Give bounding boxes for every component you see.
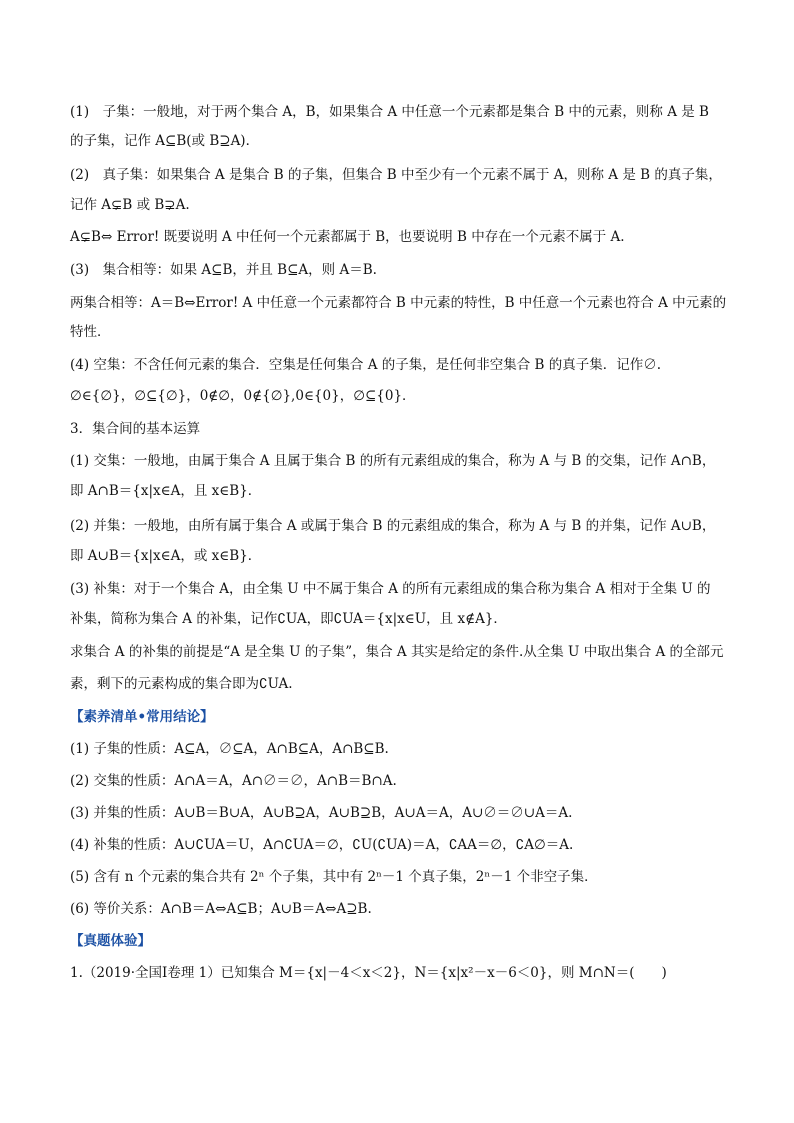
text-line: (5) 含有 n 个元素的集合共有 2ⁿ 个子集，其中有 2ⁿ－1 个真子集，2ⁿ－1 个非空子集． xyxy=(70,869,598,885)
text-line: (3) 补集：对于一个集合 A，由全集 U 中不属于集合 A 的所有元素组成的集合称为集合 A 相对于全集 U 的 xyxy=(70,581,711,597)
text-line: 素，剩下的元素构成的集合即为∁UA. xyxy=(70,676,293,692)
text-line: A⊊B⇔ Error! 既要说明 A 中任何一个元素都属于 B，也要说明 B 中存在一个元素不属于 A. xyxy=(70,229,625,245)
text-line: (1) 子集：一般地，对于两个集合 A，B，如果集合 A 中任意一个元素都是集合 B 中的元素，则称 A 是 B xyxy=(70,104,709,120)
text-line: (4) 空集：不含任何元素的集合．空集是任何集合 A 的子集，是任何非空集合 B 的真子集．记作∅. xyxy=(70,357,662,373)
text-line: (6) 等价关系：A∩B＝A⇔A⊆B；A∪B＝A⇔A⊇B. xyxy=(70,901,372,917)
text-line: (3) 并集的性质：A∪B＝B∪A，A∪B⊇A，A∪B⊇B，A∪A＝A，A∪∅＝∅∪A＝A. xyxy=(70,805,573,821)
text-line: 即 A∪B＝{x|x∈A，或 x∈B}． xyxy=(70,548,262,564)
text-line: (1) 子集的性质：A⊆A，∅⊆A，A∩B⊆A，A∩B⊆B. xyxy=(70,741,389,757)
section-heading: 【素养清单•常用结论】 xyxy=(70,709,214,725)
text-line: 两集合相等：A＝B⇔Error! A 中任意一个元素都符合 B 中元素的特性，B 中任意一个元素也符合 A 中元素的 xyxy=(70,295,727,311)
text-line: 补集，简称为集合 A 的补集，记作∁UA，即∁UA＝{x|x∈U，且 x∉A}． xyxy=(70,611,507,627)
text-line: (4) 补集的性质：A∪∁UA＝U，A∩∁UA＝∅，∁U(∁UA)＝A，∁AA＝∅，∁A∅＝A. xyxy=(70,837,574,853)
section-heading: 【真题体验】 xyxy=(70,933,151,949)
text-line: 的子集，记作 A⊆B(或 B⊇A)． xyxy=(70,133,260,149)
text-line: (2) 真子集：如果集合 A 是集合 B 的子集，但集合 B 中至少有一个元素不属于 A，则称 A 是 B 的真子集， xyxy=(70,167,722,183)
question-line: 1.（2019·全国Ⅰ卷理 1）已知集合 M＝{x|－4＜x＜2}，N＝{x|x²－x－6＜0}，则 M∩N＝( ) xyxy=(70,965,667,981)
text-line: (3) 集合相等：如果 A⊆B，并且 B⊆A，则 A＝B. xyxy=(70,262,377,278)
text-line: 即 A∩B＝{x|x∈A，且 x∈B}． xyxy=(70,483,262,499)
text-line: 特性． xyxy=(70,324,111,340)
text-line: 求集合 A 的补集的前提是“A 是全集 U 的子集”，集合 A 其实是给定的条件.从全集 U 中取出集合 A 的全部元 xyxy=(70,644,724,660)
text-line: ∅∈{∅}，∅⊆{∅}，0∉∅，0∉{∅},0∈{0}，∅⊆{0}． xyxy=(70,388,416,404)
text-line: 记作 A⊊B 或 B⊋A. xyxy=(70,197,190,213)
text-line: (2) 交集的性质：A∩A＝A，A∩∅＝∅，A∩B＝B∩A. xyxy=(70,773,397,789)
section-heading: 3．集合间的基本运算 xyxy=(70,421,201,437)
text-line: (2) 并集：一般地，由所有属于集合 A 或属于集合 B 的元素组成的集合，称为 A 与 B 的并集，记作 A∪B， xyxy=(70,518,716,534)
text-line: (1) 交集：一般地，由属于集合 A 且属于集合 B 的所有元素组成的集合，称为 A 与 B 的交集，记作 A∩B， xyxy=(70,453,716,469)
